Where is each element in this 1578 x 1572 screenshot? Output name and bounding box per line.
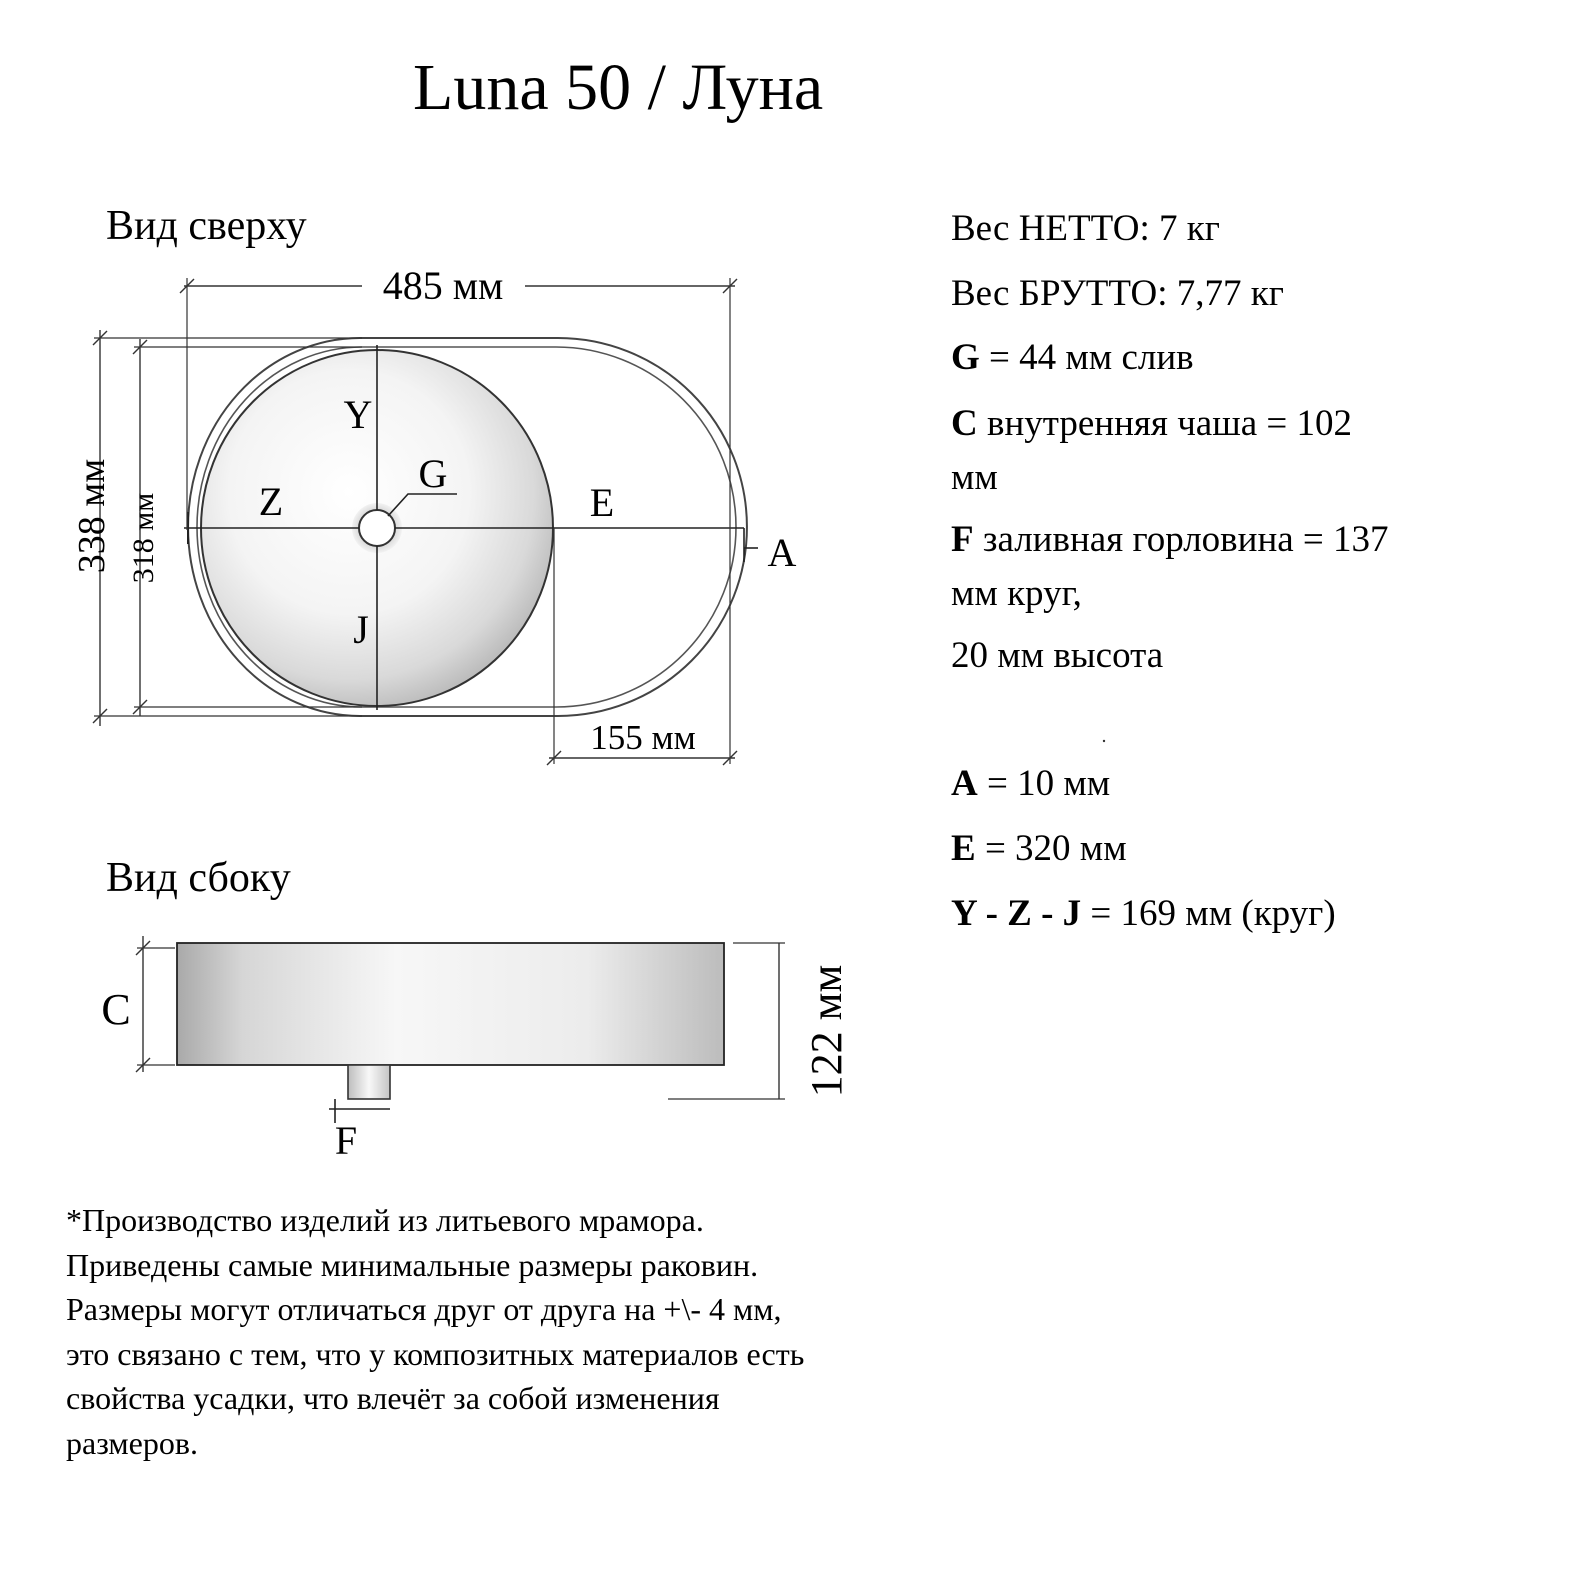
spec-c-key: C [951,403,978,444]
top-view [71,263,797,765]
spec-c [951,405,1352,442]
spec-a-key: A [951,763,978,804]
spec-f-key: F [951,519,974,560]
dim-338-label: 338 мм [71,458,113,574]
spec-f-line3 [951,637,1163,674]
spec-gross-weight-text: Вес БРУТТО: 7,77 кг [951,273,1284,314]
spec-e-key: E [951,828,976,869]
spec-g-value: = 44 мм слив [989,337,1194,378]
dim-122-label: 122 мм [802,964,851,1098]
spec-c-unit [951,459,998,496]
spec-c-unit-text: мм [951,457,998,498]
note-line: это связано с тем, что у композитных материалов есть [66,1335,805,1372]
side-view-label: Вид сбоку [106,855,291,901]
spec-f [951,521,1389,558]
spec-e [951,830,1127,867]
product-title: Luna 50 / Луна [413,51,824,124]
stray-dot [1103,740,1105,742]
spec-c-value: внутренняя чаша = 102 [986,403,1352,444]
spec-g [951,339,1194,376]
label-f: F [334,1118,358,1163]
production-note [66,1198,946,1465]
label-y: Y [343,392,373,437]
spec-f-line2-text: мм круг, [951,573,1082,614]
spec-a-value: = 10 мм [986,763,1111,804]
spec-yzj [951,895,1336,932]
spec-net-weight-text: Вес НЕТТО: 7 кг [951,208,1220,249]
drain-pipe [348,1065,390,1099]
spec-yzj-value: = 169 мм (круг) [1090,893,1336,934]
label-g: G [418,451,448,496]
spec-f-line2 [951,575,1082,612]
spec-a [951,765,1110,802]
dim-485-label: 485 мм [382,263,504,308]
note-line: *Производство изделий из литьевого мрамора. [66,1202,704,1238]
spec-yzj-key: Y - Z - J [951,893,1082,934]
spec-f-line3-text: 20 мм высота [951,635,1164,676]
side-body [177,943,724,1065]
spec-net-weight [951,210,1220,247]
label-z: Z [258,479,284,524]
top-view-label: Вид сверху [106,203,307,249]
label-c: C [101,985,131,1034]
note-line: Размеры могут отличаться друг от друга на +\- 4 мм, [66,1291,782,1327]
spec-f-value: заливная горловина = 137 [982,519,1389,560]
spec-gross-weight [951,275,1284,312]
label-a: A [767,530,797,575]
dim-318-label: 318 мм [127,492,160,584]
dim-155-label: 155 мм [590,718,696,757]
side-view [101,936,851,1163]
spec-e-value: = 320 мм [984,828,1127,869]
label-j: J [353,607,369,652]
label-e: E [589,480,615,525]
note-line: размеров. [66,1424,198,1461]
spec-g-key: G [951,337,980,378]
note-line: Приведены самые минимальные размеры раковин. [66,1246,759,1283]
note-line: свойства усадки, что влечёт за собой изменения [66,1380,720,1416]
